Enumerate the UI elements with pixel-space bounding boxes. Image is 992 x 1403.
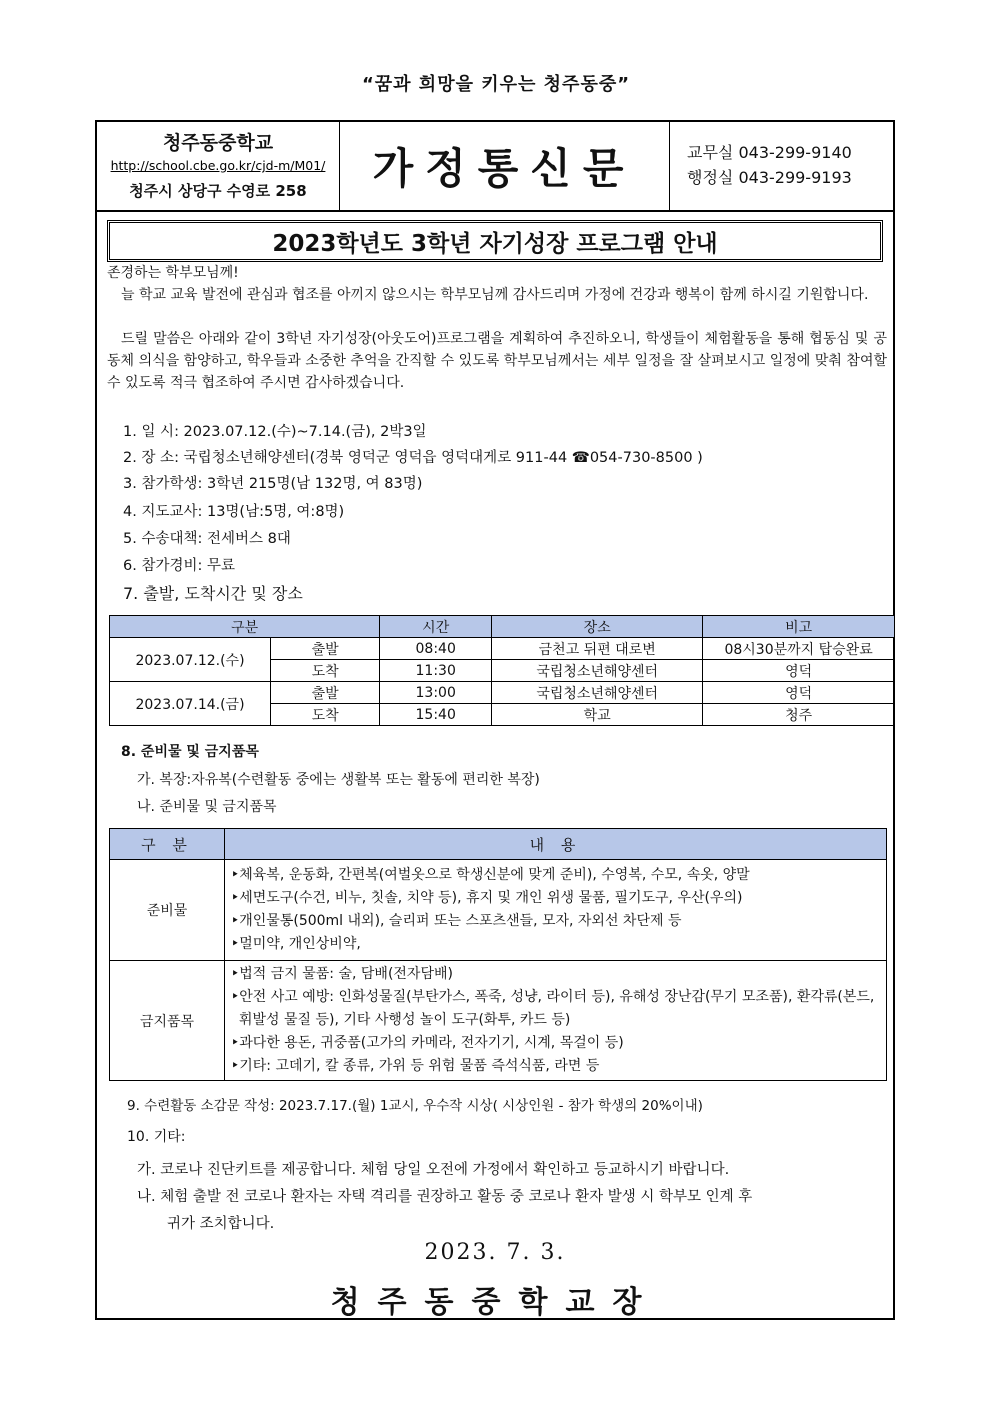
date-cell: 2023.07.12.(수) [110, 638, 271, 682]
type-cell: 도착 [271, 660, 380, 682]
list-item: ‣과다한 용돈, 귀중품(고가의 카메라, 전자기기, 시계, 목걸이 등) [231, 1035, 624, 1051]
list-item: ‣개인물통(500ml 내외), 슬리퍼 또는 스포츠샌들, 모자, 자외선 차단제 등 [231, 913, 682, 929]
newsletter-title [339, 122, 670, 210]
item-teachers: 4. 지도교사: 13명(남:5명, 여:8명) [123, 504, 345, 520]
ban-label: 금지품목 [110, 961, 225, 1081]
date-cell: 2023.07.14.(금) [110, 682, 271, 726]
item-transport: 5. 수송대책: 전세버스 8대 [123, 531, 291, 547]
schedule-table [109, 615, 895, 726]
col-header-note: 비고 [703, 616, 895, 638]
intro-paragraph-2: 드릴 말씀은 아래와 같이 3학년 자기성장(아웃도어)프로그램을 계획하여 추진하오니, 학생들이 체험활동을 통해 협동심 및 공동체 의식을 함양하고, 학우들과 소중한 추억을 간직할 수 있도록 학부모님께서는 세부 일정을 잘 살펴보시고 일정에 맞춰 참여할 수 있도록 적극 협조하여 주시면 감사하겠습니다. [107, 331, 887, 391]
school-name: 청주동중학교 [162, 132, 274, 154]
note-cell: 영덕 [703, 660, 895, 682]
item10-a: 가. 코로나 진단키트를 제공합니다. 체험 당일 오전에 가정에서 확인하고 등교하시기 바랍니다. [137, 1162, 730, 1178]
principal-signature: 청주동중학교장 [330, 1285, 660, 1320]
item10-b: 나. 체험 출발 전 코로나 환자는 자택 격리를 권장하고 활동 중 코로나 환자 발생 시 학부모 인계 후 [137, 1189, 753, 1205]
issue-date: 2023. 7. 3. [424, 1240, 566, 1265]
school-info [97, 122, 340, 210]
school-url-link[interactable]: http://school.cbe.go.kr/cjd-m/M01/ [110, 158, 326, 173]
item-cost: 6. 참가경비: 무료 [123, 558, 235, 574]
table-row [110, 860, 887, 961]
phone-admin: 행정실 043-299-9193 [687, 168, 852, 187]
list-item: ‣안전 사고 예방: 인화성물질(부탄가스, 폭죽, 성냥, 라이터 등), 유해성 장난감(무기 모조품), 환각류(본드, 휘발성 물질 등), 기타 사행성 놀이 도구(화투, 카드 등) [231, 989, 875, 1028]
list-item: ‣체육복, 운동화, 간편복(여벌옷으로 학생신분에 맞게 준비), 수영복, 수모, 속옷, 양말 [231, 867, 750, 883]
contact-info [687, 140, 887, 190]
table-header-row [110, 829, 887, 860]
item-place: 2. 장 소: 국립청소년해양센터(경북 영덕군 영덕읍 영덕대게로 911-44 ☎054-730-8500 ) [123, 450, 703, 466]
col-header-category: 구 분 [110, 829, 225, 860]
section8-title: 8. 준비물 및 금지품목 [121, 744, 259, 760]
table-row [110, 638, 895, 660]
list-item: ‣멀미약, 개인상비약, [231, 936, 361, 952]
item-students: 3. 참가학생: 3학년 215명(남 132명, 여 83명) [123, 476, 423, 492]
document-title-text: 2023학년도 3학년 자기성장 프로그램 안내 [272, 230, 718, 257]
document-title [107, 220, 883, 262]
time-cell: 15:40 [380, 704, 492, 726]
note-cell: 영덕 [703, 682, 895, 704]
col-header-content: 내 용 [225, 829, 887, 860]
list-item: ‣기타: 고데기, 칼 종류, 가위 등 위험 물품 즉석식품, 라면 등 [231, 1058, 600, 1074]
item-date: 1. 일 시: 2023.07.12.(수)~7.14.(금), 2박3일 [123, 424, 427, 440]
prep-list [225, 860, 887, 961]
school-address: 청주시 상당구 수영로 258 [129, 182, 307, 200]
time-cell: 13:00 [380, 682, 492, 704]
col-header-place: 장소 [492, 616, 703, 638]
item-schedule-heading: 7. 출발, 도착시간 및 장소 [123, 584, 303, 603]
item9: 9. 수련활동 소감문 작성: 2023.7.17.(월) 1교시, 우수작 시상( 시상인원 - 참가 학생의 20%이내) [127, 1098, 703, 1114]
greeting: 존경하는 학부모님께! [107, 265, 239, 281]
col-header-time: 시간 [380, 616, 492, 638]
items-table [109, 828, 887, 1081]
time-cell: 11:30 [380, 660, 492, 682]
phone-office: 교무실 043-299-9140 [687, 143, 852, 162]
item10: 10. 기타: [127, 1129, 186, 1145]
section8-line-a: 가. 복장:자유복(수련활동 중에는 생활복 또는 활동에 편리한 복장) [137, 772, 540, 788]
place-cell: 금천고 뒤편 대로변 [492, 638, 703, 660]
item10-b-cont: 귀가 조치합니다. [167, 1216, 275, 1232]
type-cell: 도착 [271, 704, 380, 726]
newsletter-header [97, 122, 893, 212]
note-cell: 청주 [703, 704, 895, 726]
prep-label: 준비물 [110, 860, 225, 961]
time-cell: 08:40 [380, 638, 492, 660]
newsletter-title-text: 가정통신문 [372, 144, 636, 193]
table-row [110, 682, 895, 704]
list-item: ‣세면도구(수건, 비누, 칫솔, 치약 등), 휴지 및 개인 위생 물품, 필기도구, 우산(우의) [231, 890, 743, 906]
place-cell: 국립청소년해양센터 [492, 682, 703, 704]
col-header-category: 구분 [110, 616, 380, 638]
place-cell: 학교 [492, 704, 703, 726]
type-cell: 출발 [271, 638, 380, 660]
table-header-row [110, 616, 895, 638]
place-cell: 국립청소년해양센터 [492, 660, 703, 682]
note-cell: 08시30분까지 탑승완료 [703, 638, 895, 660]
school-motto: “꿈과 희망을 키우는 청주동중” [361, 74, 631, 95]
ban-list [225, 961, 887, 1081]
type-cell: 출발 [271, 682, 380, 704]
intro-paragraph-1: 늘 학교 교육 발전에 관심과 협조를 아끼지 않으시는 학부모님께 감사드리며 가정에 건강과 행복이 함께 하시길 기원합니다. [121, 287, 869, 303]
list-item: ‣법적 금지 물품: 술, 담배(전자담배) [231, 966, 453, 982]
section8-line-b: 나. 준비물 및 금지품목 [137, 799, 277, 815]
table-row [110, 961, 887, 1081]
newsletter-frame [95, 120, 895, 1320]
